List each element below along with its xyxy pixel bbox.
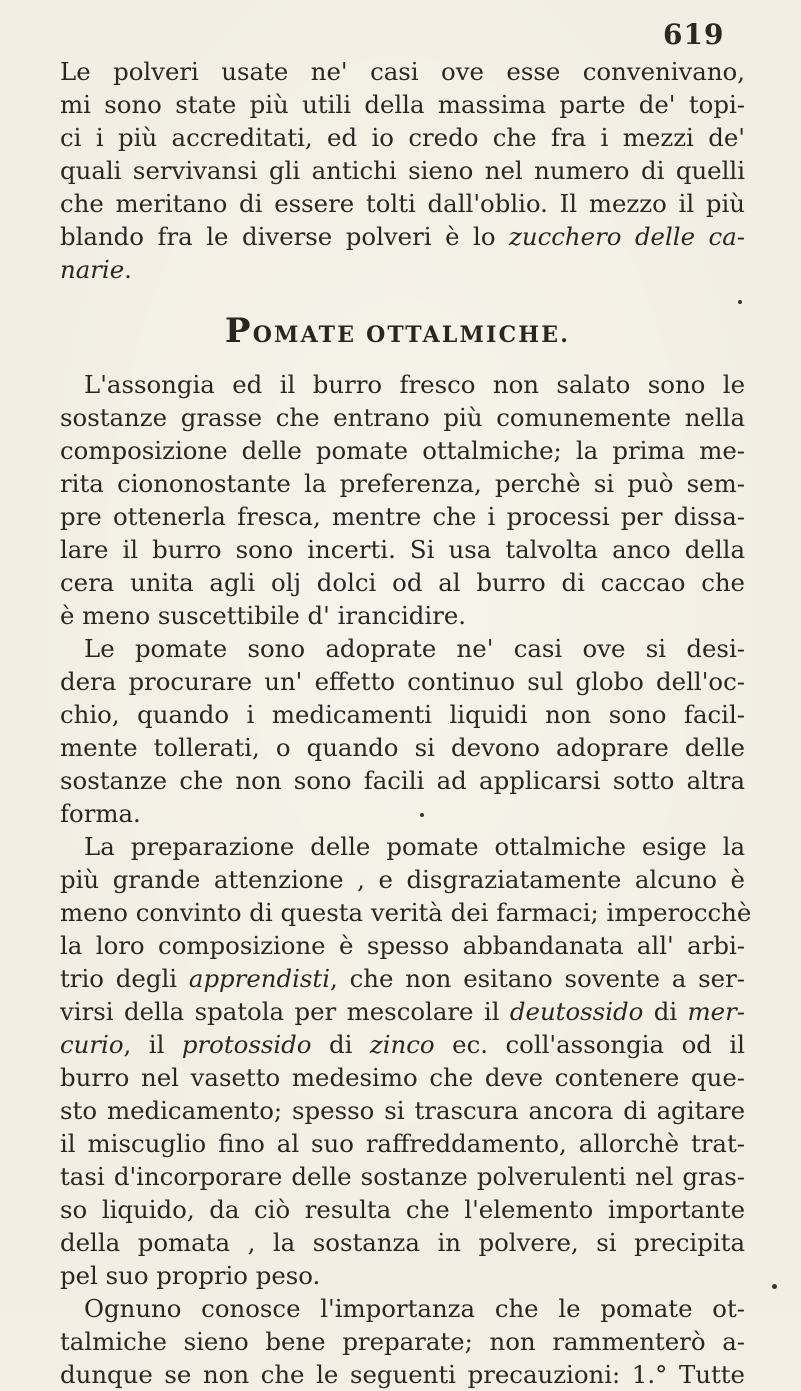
text-line: della pomata , la sostanza in polvere, si precipita	[60, 1228, 745, 1257]
text-line: chio, quando i medicamenti liquidi non sono facil-	[60, 700, 745, 729]
text-line: lare il burro sono incerti. Si usa talvolta anco della	[60, 535, 745, 564]
text-line: tasi d'incorporare delle sostanze polverulenti nel gras-	[60, 1162, 745, 1191]
ink-speck	[772, 1284, 777, 1289]
text-line: Le polveri usate ne' casi ove esse convenivano,	[60, 57, 745, 86]
text-line: narie.	[60, 255, 132, 284]
text-line: è meno suscettibile d' irancidire.	[60, 601, 467, 630]
text-line: blando fra le diverse polveri è lo zucchero delle ca-	[60, 222, 745, 251]
text-line: sostanze grasse che entrano più comunemente nella	[60, 403, 745, 432]
text-line: ci i più accreditati, ed io credo che fra i mezzi de'	[60, 123, 745, 152]
page-number: 619	[663, 18, 725, 51]
text-line: mente tollerati, o quando si devono adoprare delle	[60, 733, 745, 762]
text-line: meno convinto di questa verità dei farmaci; imperocchè	[60, 898, 752, 927]
text-line: burro nel vasetto medesimo che deve contenere que-	[60, 1063, 745, 1092]
text-line: forma.	[60, 799, 141, 828]
text-line: so liquido, da ciò resulta che l'elemento importante	[60, 1195, 745, 1224]
text-line: Le pomate sono adoprate ne' casi ove si desi-	[84, 634, 745, 663]
text-line: dunque se non che le seguenti precauzioni: 1.° Tutte	[60, 1360, 745, 1389]
text-line: pre ottenerla fresca, mentre che i processi per dissa-	[60, 502, 745, 531]
text-line: trio degli apprendisti, che non esitano sovente a ser-	[60, 964, 745, 993]
ink-speck	[420, 813, 424, 817]
text-line: Ognuno conosce l'importanza che le pomate ot-	[84, 1294, 745, 1323]
text-line: composizione delle pomate ottalmiche; la prima me-	[60, 436, 745, 465]
text-line: curio, il protossido di zinco ec. coll'assongia od il	[60, 1030, 745, 1059]
text-line: il miscuglio fino al suo raffreddamento, allorchè trat-	[60, 1129, 745, 1158]
ink-speck	[738, 300, 742, 304]
text-line: più grande attenzione , e disgraziatamente alcuno è	[60, 865, 745, 894]
text-line: cera unita agli olj dolci od al burro di caccao che	[60, 568, 745, 597]
heading-initial: P	[224, 311, 253, 351]
text-line: dera procurare un' effetto continuo sul globo dell'oc-	[60, 667, 745, 696]
text-line: L'assongia ed il burro fresco non salato sono le	[84, 370, 745, 399]
text-line: la loro composizione è spesso abbandanata all' arbi-	[60, 931, 745, 960]
text-block	[60, 55, 752, 1391]
text-line: che meritano di essere tolti dall'oblio. Il mezzo il più	[60, 189, 745, 218]
text-line: pel suo proprio peso.	[60, 1261, 321, 1290]
heading-text: OMATE OTTALMICHE.	[252, 322, 571, 348]
section-heading	[60, 308, 745, 354]
text-line: La preparazione delle pomate ottalmiche esige la	[84, 832, 745, 861]
text-line: quali servivansi gli antichi sieno nel numero di quelli	[60, 156, 745, 185]
text-line: talmiche sieno bene preparate; non rammenterò a-	[60, 1327, 745, 1356]
text-line: sostanze che non sono facili ad applicarsi sotto altra	[60, 766, 745, 795]
text-line: virsi della spatola per mescolare il deutossido di mer-	[60, 997, 746, 1026]
text-line: rita ciononostante la preferenza, perchè si può sem-	[60, 469, 745, 498]
text-line: sto medicamento; spesso si trascura ancora di agitare	[60, 1096, 745, 1125]
text-line: mi sono state più utili della massima parte de' topi-	[60, 90, 745, 119]
